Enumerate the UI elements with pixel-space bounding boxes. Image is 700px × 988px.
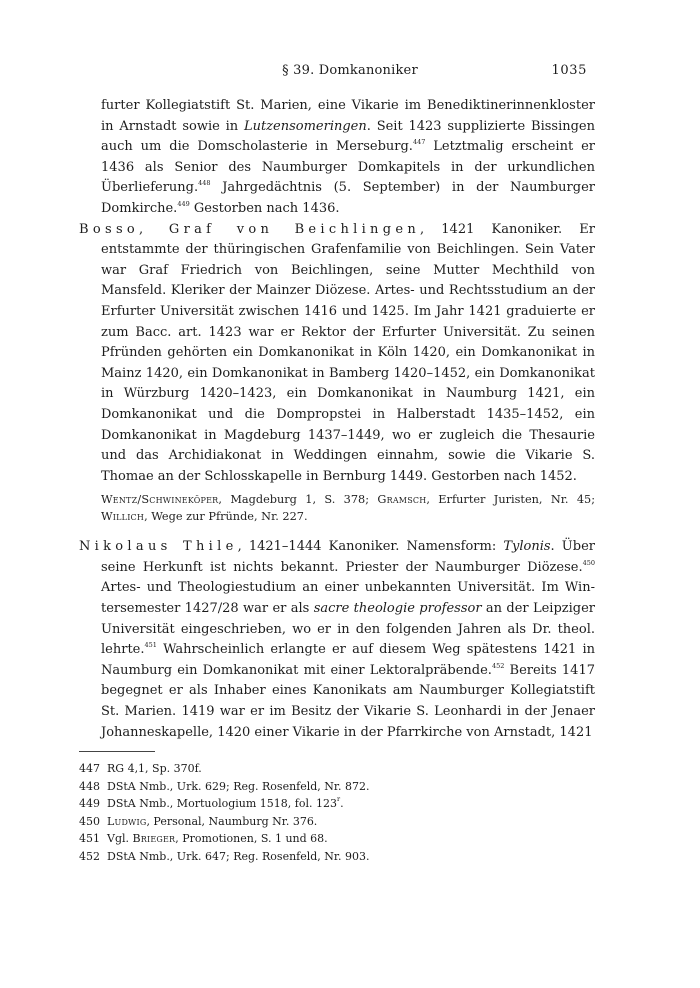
author-name: Wentz/Schwineköper xyxy=(101,493,219,507)
text-run: Bereits 1417 begegnet er als Inhaber eines Kanonikats am Naumburger Kollegiatstift St. Marien. 1419 war er im Besitz der Vikarie S. Leonhardi in der Jenaer Johanneskapelle, 1420 einer Vikarie in der Pfarrkirche von Arnstadt, 1421 xyxy=(101,662,595,740)
footnote-number: 450 xyxy=(79,814,100,828)
entry-bosso-von-beichlingen xyxy=(79,220,595,488)
footnote-ref[interactable]: 452 xyxy=(491,661,505,670)
entry-sources xyxy=(79,491,595,525)
author-name: Gramsch xyxy=(377,493,427,507)
footnote-text: DStA Nmb., Urk. 629; Reg. Rosenfeld, Nr. 872. xyxy=(107,779,370,793)
text-run: Jahrgedächtnis (5. September) in der Naumburger Domkirche. xyxy=(101,180,595,216)
text-run: Artes- und Theologiestudium an einer unbekannten Universität. Im Wintersemester 1427/28 war er als xyxy=(101,580,595,617)
footnote-ref[interactable]: 451 xyxy=(144,641,157,650)
footnote-text: RG 4,1, Sp. 370f. xyxy=(107,762,202,775)
folio-recto-mark: r xyxy=(336,795,341,804)
paragraph-bissingen-continuation xyxy=(79,96,595,220)
latin-title-italic: sacre theologie professor xyxy=(313,601,482,617)
text-run: , Magdeburg 1, S. 378; xyxy=(218,493,378,507)
footnote-ref[interactable]: 450 xyxy=(582,558,595,567)
footnote-ref[interactable]: 449 xyxy=(177,199,190,208)
footnote-ref[interactable]: 447 xyxy=(412,138,426,147)
text-run: Gestorben nach 1436. xyxy=(189,200,340,216)
footnote-text: DStA Nmb., Mortuologium 1518, fol. 123 xyxy=(107,797,337,811)
body-text xyxy=(79,96,595,743)
footnote-text: Vgl. xyxy=(107,832,133,846)
entry-name: Nikolaus Thile xyxy=(79,539,238,555)
place-name-italic: Lutzensomeringen xyxy=(243,118,367,134)
text-run: an der Leipziger Universität eingeschrieben, wo er in den folgenden Jahren als Dr. theol. lehrte. xyxy=(101,601,596,658)
footnote-text: . xyxy=(340,797,344,811)
text-run: , 1421–1444 Kanoniker. Namensform: xyxy=(237,539,504,555)
footnote-number: 452 xyxy=(79,849,100,863)
footnotes xyxy=(79,760,595,866)
text-run: furter Kollegiatstift St. Marien, eine Vikarie im Benediktinerinnenkloster in Arnstadt sowie in xyxy=(101,98,595,134)
entry-nikolaus-thile xyxy=(79,537,595,743)
footnote xyxy=(79,813,595,831)
name-form-italic: Tylonis xyxy=(503,539,551,555)
footnote-text: DStA Nmb., Urk. 647; Reg. Rosenfeld, Nr. 903. xyxy=(107,849,370,863)
page-number: 1035 xyxy=(551,63,587,78)
running-header-title: § 39. Domkanoniker xyxy=(282,63,418,78)
footnote xyxy=(79,778,595,796)
footnote xyxy=(79,760,595,778)
text-run: , Erfurter Juristen, Nr. 45; xyxy=(426,493,595,507)
footnote-number: 447 xyxy=(79,762,100,775)
footnote-number: 451 xyxy=(79,832,100,846)
text-run: . Seit 1423 supplizierte Bissingen auch um die Domscholasterie in Merseburg. xyxy=(101,118,595,155)
footnote xyxy=(79,795,595,813)
footnote-ref[interactable]: 448 xyxy=(198,179,211,188)
text-run: . Über seine Herkunft ist nichts bekannt. Priester der Naumburger Diözese. xyxy=(101,539,595,575)
text-run: Wahrscheinlich erlangte er auf diesem Weg spätestens 1421 in Naumburg ein Domkanonikat mit einer Lektoralpräbende. xyxy=(101,642,595,678)
text-run: , 1421 Kanoniker. Er entstammte der thüringischen Grafenfamilie von Beichlingen. Sein Vater war Graf Friedrich von Beichlingen, seine Mutter Mechthild von Mansfeld. Kleriker der Mainzer Diözese. Artes- und Rechtsstudium an der Erfurter Universität zwischen 1416 und 1425. Im Jahr 1421 graduierte er zum Bacc. art. 1423 war er Rektor der Erfurter Universität. Zu seinen Pfründen gehörten ein Domkanonikat in Köln 1420, ein Domkanonikat in Mainz 1420, ein Domkanonikat in Bamberg 1420–1452, ein Domkanonikat in Würzburg 1420–1423, ein Domkanonikat in Naumburg 1421, ein Domkanonikat und die Dompropstei in Halberstadt 1435–1452, ein Domkanonikat in Magdeburg 1437–1449, wo er zugleich die Thesaurie und das Archidiakonat in Weddingen einnahm, sowie die Vikarie S. Thomae an der Schlosskapelle in Bernburg 1449. Gestorben nach 1452. xyxy=(101,221,595,484)
footnote xyxy=(79,830,595,848)
footnote-text: , Personal, Naumburg Nr. 376. xyxy=(146,814,318,828)
entry-name: Bosso, Graf von Beichlingen xyxy=(79,221,421,237)
footnote-number: 449 xyxy=(79,797,100,811)
text-run: , Wege zur Pfründe, Nr. 227. xyxy=(144,510,308,524)
text-run: Letztmalig erscheint er 1436 als Senior des Naumburger Domkapitels in der urkundlichen Überlieferung. xyxy=(101,139,595,196)
author-name: Brieger xyxy=(132,832,176,846)
author-name: Ludwig xyxy=(107,814,147,828)
footnote xyxy=(79,848,595,866)
footnote-number: 448 xyxy=(79,779,100,793)
footnote-separator xyxy=(79,751,155,752)
author-name: Willich xyxy=(101,510,145,524)
footnote-text: , Promotionen, S. 1 und 68. xyxy=(175,832,328,846)
